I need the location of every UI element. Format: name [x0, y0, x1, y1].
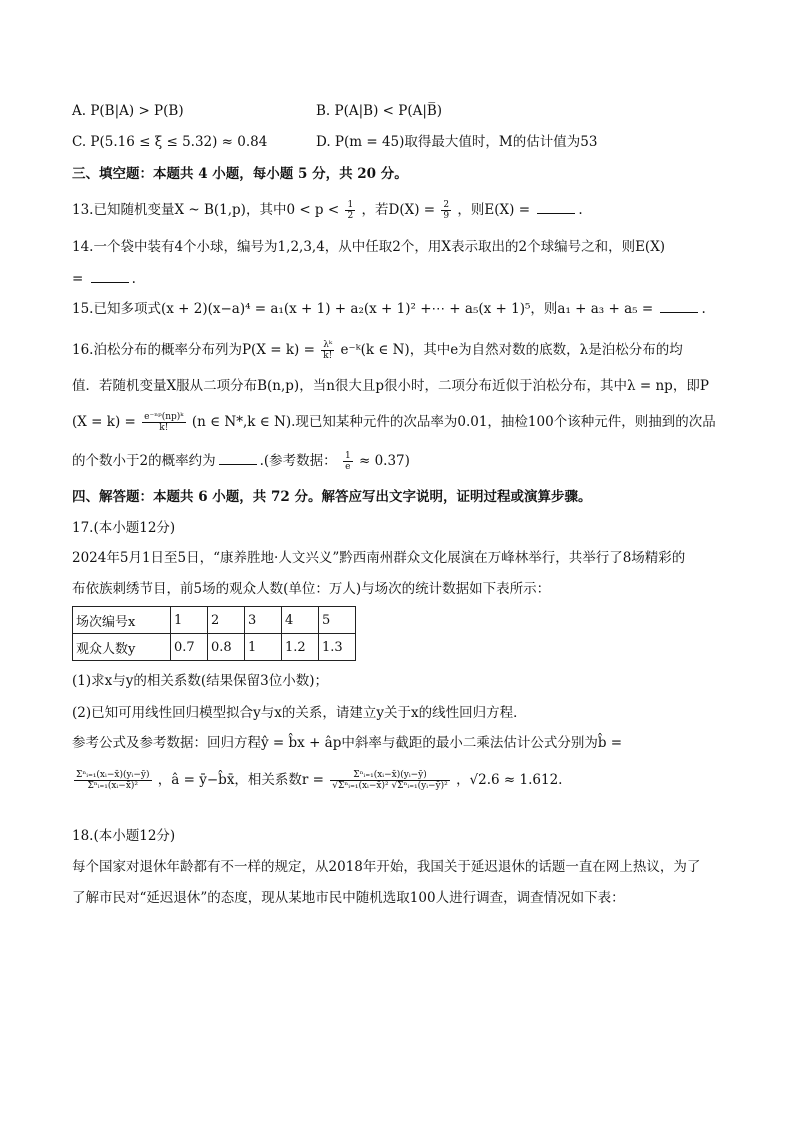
section-3-heading: 三、填空题：本题共 4 小题，每小题 5 分，共 20 分。 [72, 166, 408, 182]
table-cell: 1.2 [282, 634, 319, 661]
table-cell: 0.7 [171, 634, 208, 661]
question-17-para-1: 2024年5月1日至5日，“康养胜地·人文兴义”黔西南州群众文化展演在万峰林举行，共举行了8场精彩的 [72, 550, 686, 566]
q16-ref-fraction: $\frac{1}{e}$ [344, 451, 351, 472]
question-16-line-3: (X = k) = $\frac{\text{e⁻ⁿᵖ(np)ᵏ}}{k!}$ (n ∈ N*,k ∈ N).现已知某种元件的次品率为0.01，抽检100个该种元件，则抽到的次品 [72, 412, 716, 433]
q15-answer-blank[interactable] [660, 300, 698, 313]
question-14-line-1: 14.一个袋中装有4个小球，编号为1,2,3,4，从中任取2个，用X表示取出的2个球编号之和，则E(X) [72, 239, 666, 255]
formula-b-fraction: $\frac{\text{Σⁿᵢ₌₁(xᵢ−x̄)(yᵢ−ȳ)}}{\text{Σⁿᵢ₌₁(xᵢ−x̄)²}}$ [76, 770, 150, 791]
table-cell: 1.3 [319, 634, 356, 661]
question-16-line-2: 值．若随机变量X服从二项分布B(n,p)，当n很大且p很小时，二项分布近似于泊松分布，其中λ = np，即P [72, 378, 709, 394]
question-16-line-4: 的个数小于2的概率约为 .(参考数据： $\frac{1}{e}$ ≈ 0.37) [72, 451, 410, 472]
option-c: C. P(5.16 ≤ ξ ≤ 5.32) ≈ 0.84 [72, 134, 268, 150]
question-13: 13.已知随机变量X ~ B(1,p)，其中0 < p < $\frac{1}{2}$ ，若D(X) = $\frac{2}{9}$ ，则E(X) = . [72, 200, 583, 221]
question-15: 15.已知多项式(x + 2)(x−a)⁴ = a₁(x + 1) + a₂(x + 1)² +⋯ + a₅(x + 1)⁵，则a₁ + a₃ + a₅ = . [72, 301, 706, 317]
table-cell: 2 [208, 607, 245, 634]
q13-post: ，则E(X) = [457, 202, 531, 218]
question-17-para-2: 布依族刺绣节目，前5场的观众人数(单位：万人)与场次的统计数据如下表所示： [72, 581, 551, 597]
question-14-line-2: = . [72, 271, 136, 287]
option-d: D. P(m = 45)取得最大值时，M的估计值为53 [316, 134, 598, 150]
q16-answer-blank[interactable] [219, 452, 257, 465]
q13-pre: 13.已知随机变量X ~ B(1,p)，其中0 < p < [72, 202, 340, 218]
question-17-part-1: (1)求x与y的相关系数(结果保留3位小数)； [72, 673, 328, 689]
q16-fraction-2: $\frac{\text{e⁻ⁿᵖ(np)ᵏ}}{k!}$ [144, 412, 184, 433]
question-17-part-2: (2)已知可用线性回归模型拟合y与x的关系，请建立y关于x的线性回归方程． [72, 705, 527, 721]
q16-fraction: $\frac{\text{λᵏ}}{k!}$ [323, 340, 333, 361]
table-row [73, 634, 356, 661]
table-cell: 0.8 [208, 634, 245, 661]
table-cell: 1 [245, 634, 282, 661]
question-18-para-2: 了解市民对“延迟退休”的态度，现从某地市民中随机选取100人进行调查，调查情况如下表： [72, 890, 625, 906]
formula-r-fraction: $\frac{\text{Σⁿᵢ₌₁(xᵢ−x̄)(yᵢ−ȳ)}}{\text{√Σⁿᵢ₌₁(xᵢ−x̄)² √Σⁿᵢ₌₁(yᵢ−ȳ)²}}$ [332, 770, 448, 791]
table-header-cell: 场次编号x [73, 607, 171, 634]
question-17-formulas: $\frac{\text{Σⁿᵢ₌₁(xᵢ−x̄)(yᵢ−ȳ)}}{\text{Σⁿᵢ₌₁(xᵢ−x̄)²}}$ ，â = ȳ−b̂x̄，相关系数r = $\frac{\text{Σⁿᵢ₌₁(xᵢ−x̄)(yᵢ−ȳ)}}{\text{√Σⁿᵢ₌₁(xᵢ−x̄)² √Σⁿᵢ₌₁(yᵢ−ȳ)²}}$ ，√2.6 ≈ 1.612. [76, 770, 563, 791]
table-cell: 1 [171, 607, 208, 634]
question-16-line-1: 16.泊松分布的概率分布列为P(X = k) = $\frac{\text{λᵏ}}{k!}$ e⁻ᵏ(k ∈ N)，其中e为自然对数的底数，λ是泊松分布的均 [72, 340, 683, 361]
table-row [73, 607, 356, 634]
option-a: A. P(B|A) > P(B) [72, 103, 184, 119]
q13-fraction-1: $\frac{1}{2}$ [347, 200, 354, 221]
table-cell: 5 [319, 607, 356, 634]
q13-mid: ，若D(X) = [361, 202, 436, 218]
table-cell: 4 [282, 607, 319, 634]
table-header-cell: 观众人数y [73, 634, 171, 661]
question-17-header: 17.(本小题12分) [72, 520, 176, 536]
option-b: B. P(A|B) < P(A|B̅) [316, 103, 443, 119]
q17-data-table [72, 606, 356, 661]
question-17-reference: 参考公式及参考数据：回归方程ŷ = b̂x + âp中斜率与截距的最小二乘法估计公式分别为b̂ = [72, 735, 623, 751]
question-18-para-1: 每个国家对退休年龄都有不一样的规定，从2018年开始，我国关于延迟退休的话题一直在网上热议，为了 [72, 859, 701, 875]
question-18-header: 18.(本小题12分) [72, 828, 176, 844]
q13-fraction-2: $\frac{2}{9}$ [443, 200, 450, 221]
section-4-heading: 四、解答题：本题共 6 小题，共 72 分。解答应写出文字说明，证明过程或演算步骤。 [72, 489, 592, 505]
table-cell: 3 [245, 607, 282, 634]
q14-answer-blank[interactable] [91, 270, 129, 283]
q13-answer-blank[interactable] [537, 201, 575, 214]
